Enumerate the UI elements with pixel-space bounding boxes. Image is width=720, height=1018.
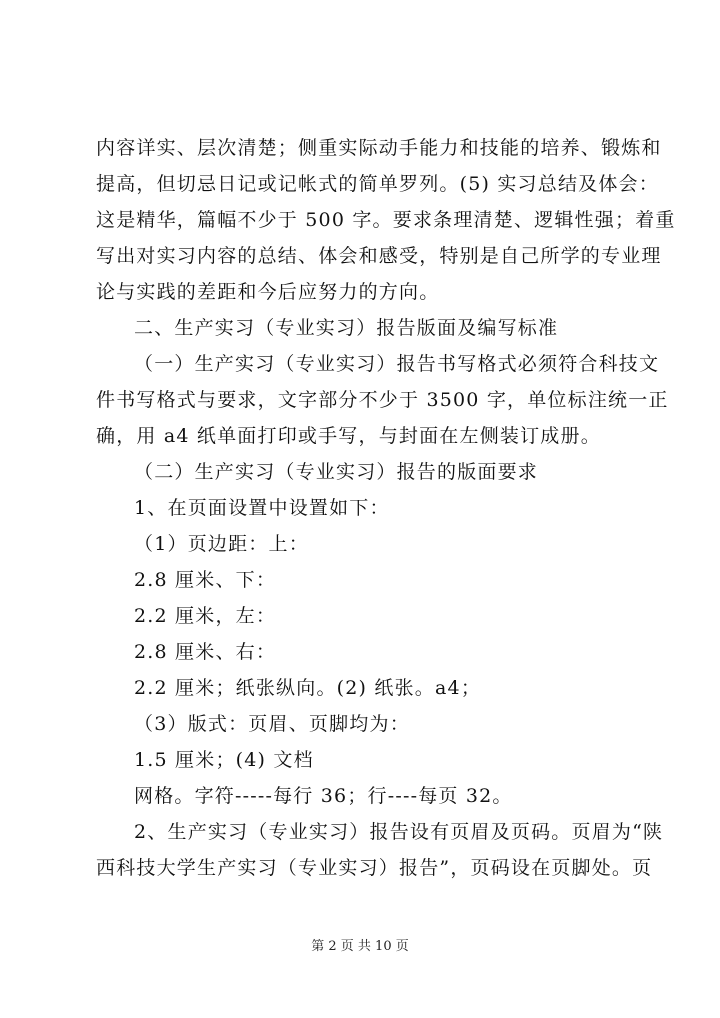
text-line: 写出对实习内容的总结、体会和感受，特别是自己所学的专业理 bbox=[96, 245, 662, 267]
text-line: 2.2 厘米；纸张纵向。(2) 纸张。a4； bbox=[134, 677, 482, 699]
text-line: 网格。字符-----每行 36；行----每页 32。 bbox=[134, 785, 513, 807]
text-line: 论与实践的差距和今后应努力的方向。 bbox=[96, 281, 440, 303]
page-number-footer: 第 2 页 共 10 页 bbox=[311, 939, 409, 954]
subsection-heading: （二）生产实习（专业实习）报告的版面要求 bbox=[134, 461, 539, 483]
text-line: 2、生产实习（专业实习）报告设有页眉及页码。页眉为“陕 bbox=[134, 821, 664, 843]
text-line: （一）生产实习（专业实习）报告书写格式必须符合科技文 bbox=[134, 353, 660, 375]
text-line: 1.5 厘米；(4) 文档 bbox=[134, 749, 314, 771]
section-heading: 二、生产实习（专业实习）报告版面及编写标准 bbox=[134, 317, 559, 339]
text-line: 西科技大学生产实习（专业实习）报告”，页码设在页脚处。页 bbox=[96, 857, 653, 879]
text-line: 确，用 a4 纸单面打印或手写，与封面在左侧装订成册。 bbox=[96, 425, 601, 447]
text-line: 这是精华，篇幅不少于 500 字。要求条理清楚、逻辑性强；着重 bbox=[96, 209, 676, 231]
text-line: （3）版式：页眉、页脚均为： bbox=[134, 713, 410, 735]
text-line: 2.2 厘米，左： bbox=[134, 605, 277, 627]
text-line: 2.8 厘米、下： bbox=[134, 569, 277, 591]
text-line: 2.8 厘米、右： bbox=[134, 641, 277, 663]
text-line: 件书写格式与要求，文字部分不少于 3500 字，单位标注统一正 bbox=[96, 389, 669, 411]
text-line: 1、在页面设置中设置如下： bbox=[134, 497, 390, 519]
text-line: （1）页边距：上： bbox=[134, 533, 309, 555]
text-line: 内容详实、层次清楚；侧重实际动手能力和技能的培养、锻炼和 bbox=[96, 137, 662, 159]
text-line: 提高，但切忌日记或记帐式的简单罗列。(5) 实习总结及体会： bbox=[96, 173, 659, 195]
